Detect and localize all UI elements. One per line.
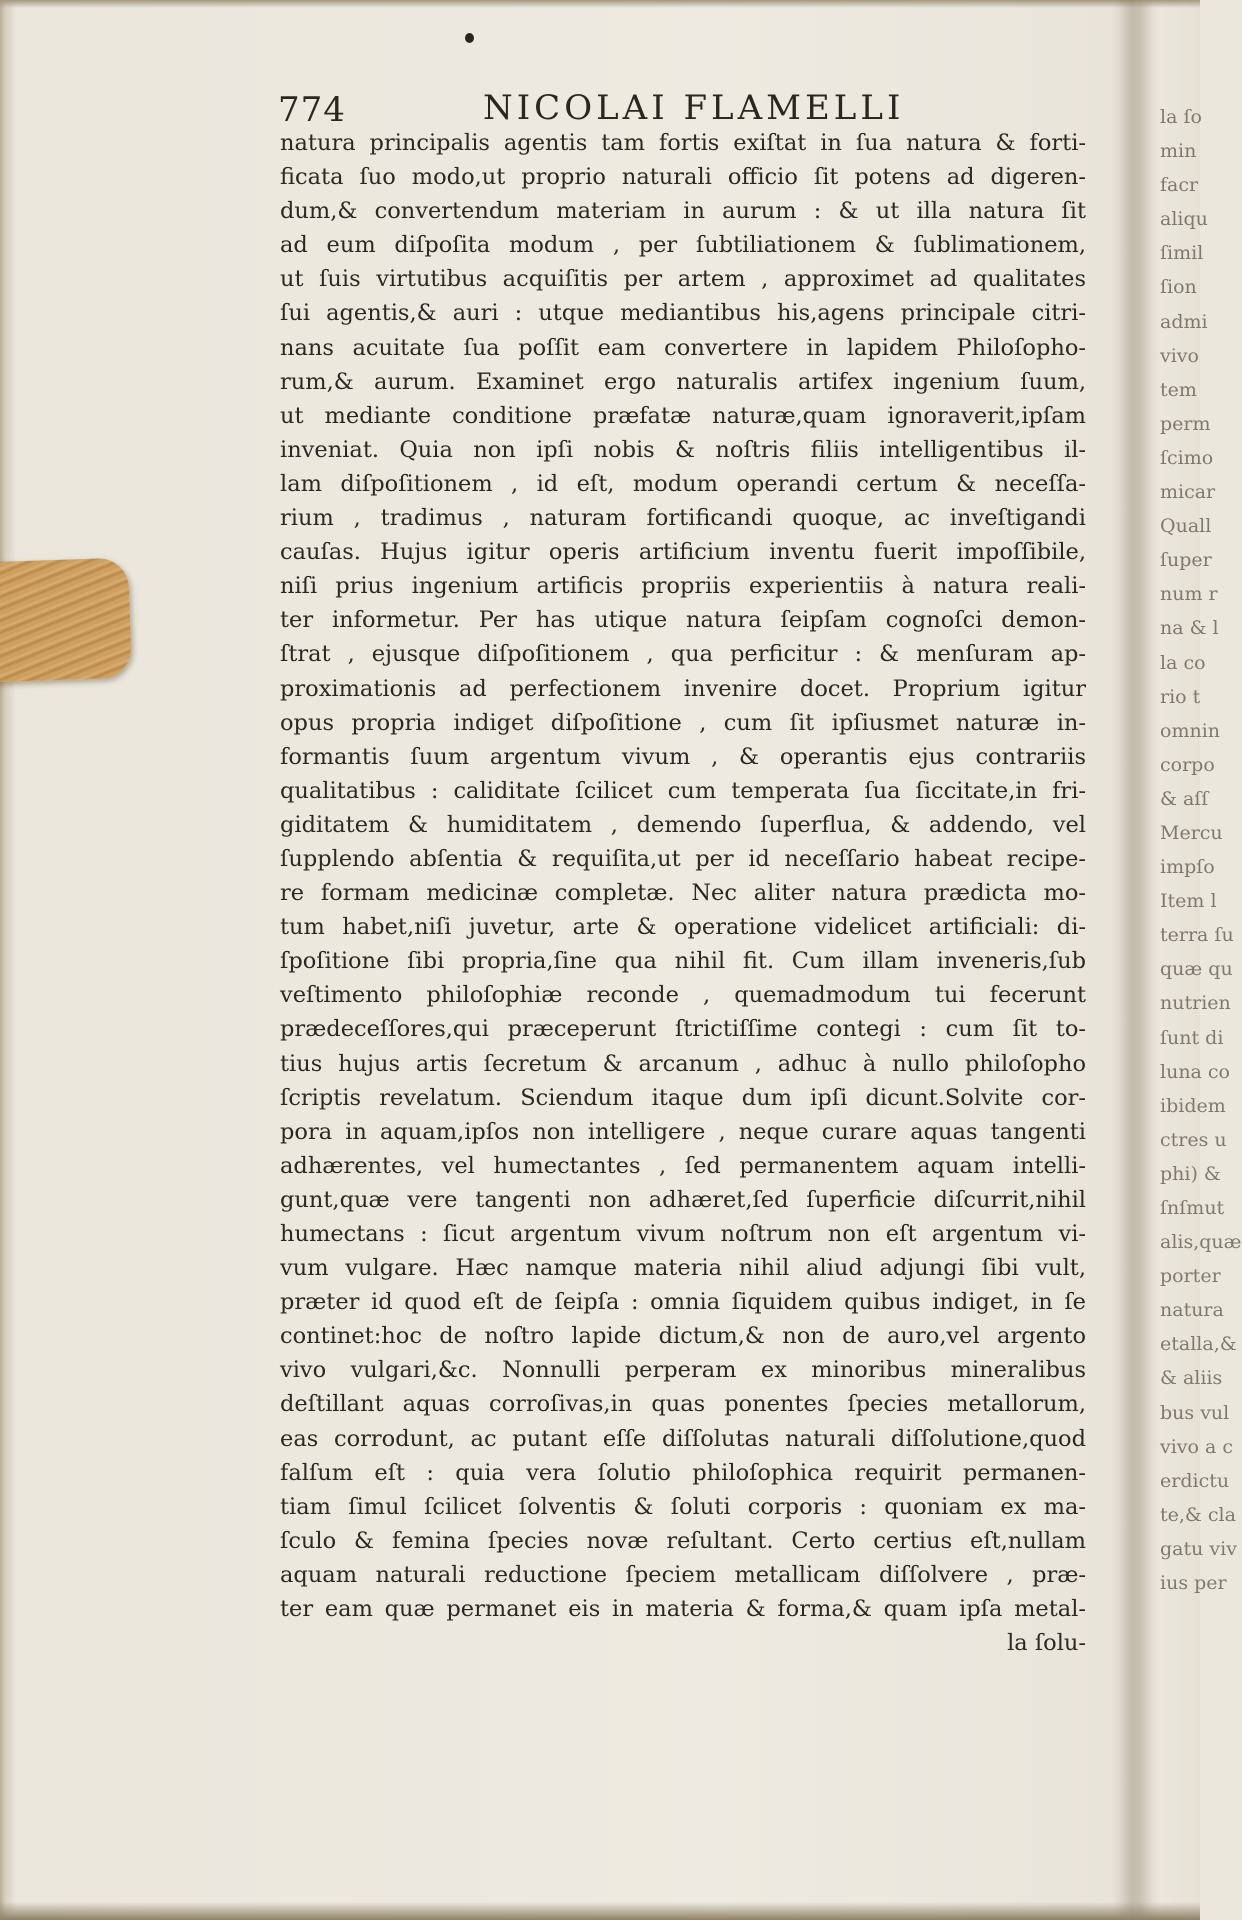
text-line: proximationis ad perfectionem invenire docet. Proprium igitur (280, 675, 1086, 702)
facing-page-fragment: facr (1160, 174, 1199, 197)
text-line: vum vulgare. Hæc namque materia nihil aliud adjungi ſibi vult, (280, 1255, 1086, 1282)
page-top-edge (0, 0, 1200, 8)
facing-page-fragment: ſnſmut (1160, 1197, 1225, 1219)
text-line: natura principalis agentis tam fortis exiſtat in ſua natura & forti- (280, 130, 1086, 156)
facing-page-fragment: etalla,& (1160, 1333, 1237, 1356)
facing-page-fragment: ſcimo (1160, 446, 1214, 469)
text-line: tiam ſimul ſcilicet ſolventis & ſoluti corporis : quoniam ex ma- (280, 1493, 1086, 1520)
facing-page-fragment: quæ qu (1160, 958, 1233, 981)
facing-page-fragment: phi) & (1160, 1162, 1221, 1185)
facing-page-fragment: natura (1160, 1299, 1224, 1322)
facing-page-fragment: Item l (1160, 890, 1217, 913)
text-line: præter id quod eſt de ſeipſa : omnia ſiquidem quibus indiget, in ſe (280, 1289, 1086, 1316)
facing-page-fragment: la co (1160, 651, 1206, 674)
text-line: rum,& aurum. Examinet ergo naturalis artifex ingenium ſuum, (280, 368, 1086, 395)
facing-page-fragment: ſuper (1160, 549, 1212, 572)
facing-page-fragment: vivo (1160, 344, 1199, 367)
facing-page-fragment: omnin (1160, 719, 1221, 742)
text-line: qualitatibus : caliditate ſcilicet cum temperata ſua ſiccitate,in fri- (280, 777, 1086, 804)
facing-page-fragment: nutrien (1160, 992, 1231, 1015)
facing-page-fragment: micar (1160, 481, 1216, 504)
text-line: veſtimento philoſophiæ reconde , quemadmodum tui fecerunt (280, 982, 1086, 1009)
text-line: ut ſuis virtutibus acquiſitis per artem , approximet ad qualitates (280, 266, 1086, 293)
facing-page-fragment: admi (1160, 310, 1208, 333)
text-line: tum habet,niſi juvetur, arte & operatione videlicet artificiali: di- (280, 914, 1086, 941)
text-line: rium , tradimus , naturam fortificandi quoque, ac inveſtigandi (280, 505, 1086, 532)
facing-page-fragment: rio t (1160, 685, 1201, 708)
text-line: ſpoſitione ſibi propria,ſine qua nihil fit. Cum illam inveneris,ſub (280, 948, 1086, 975)
bookmark-slip (0, 557, 132, 682)
facing-page-fragment: corpo (1160, 753, 1215, 776)
facing-page-fragment: Mercu (1160, 821, 1223, 844)
running-title: NICOLAI FLAMELLI (483, 88, 905, 128)
gutter-shadow (1112, 0, 1152, 1920)
facing-page-fragment: ius per (1160, 1572, 1227, 1595)
text-line: aquam naturali reductione ſpeciem metallicam diſſolvere , præ- (280, 1561, 1086, 1588)
facing-page-fragment: tem (1160, 378, 1197, 401)
text-line: prædeceſſores,qui præceperunt ſtrictiſſime contegi : cum ſit to- (280, 1016, 1086, 1043)
facing-page-fragment: & aliis (1160, 1367, 1223, 1390)
facing-page-fragment: erdictu (1160, 1469, 1230, 1492)
text-line: humectans : ſicut argentum vivum noſtrum non eſt argentum vi- (280, 1221, 1086, 1247)
text-line: falſum eſt : quia vera ſolutio philoſophica requirit permanen- (280, 1459, 1086, 1486)
facing-page-fragment: & aſſ (1160, 787, 1209, 810)
page-bottom-edge (0, 1902, 1200, 1920)
facing-page-fragment: bus vul (1160, 1401, 1230, 1424)
text-line: opus propria indiget diſpoſitione , cum ſit ipſiusmet naturæ in- (280, 709, 1086, 736)
facing-page-fragment: aliqu (1160, 208, 1208, 231)
text-line: ut mediante conditione præfatæ naturæ,quam ignoraverit,ipſam (280, 402, 1086, 429)
text-line: ad eum diſpoſita modum , per ſubtiliationem & ſublimationem, (280, 232, 1086, 259)
text-line: pora in aquam,ipſos non intelligere , neque curare aquas tangenti (280, 1118, 1086, 1145)
facing-page-fragment: terra ſu (1160, 924, 1234, 947)
facing-page-fragment: impſo (1160, 856, 1215, 879)
text-line: cauſas. Hujus igitur operis artificium inventu fuerit impoſſibile, (280, 539, 1086, 566)
facing-page-fragment: ſion (1160, 276, 1197, 299)
text-line: deſtillant aquas corroſivas,in quas ponentes ſpecies metallorum, (280, 1391, 1086, 1418)
text-line: eas corrodunt, ac putant eſſe diſſolutas naturali diſſolutione,quod (280, 1425, 1086, 1452)
facing-page-fragment: la ſo (1160, 106, 1202, 128)
text-line: inveniat. Quia non ipſi nobis & noſtris filiis intelligentibus il- (280, 436, 1086, 463)
facing-page-fragment: luna co (1160, 1060, 1230, 1083)
facing-page-fragments (1160, 100, 1242, 1600)
text-line: niſi prius ingenium artificis propriis experientiis à natura reali- (280, 573, 1086, 600)
facing-page-fragment: ſimil (1160, 242, 1204, 265)
facing-page-fragment: min (1160, 140, 1197, 163)
text-line: ſupplendo abſentia & requiſita,ut per id neceſſario habeat recipe- (280, 845, 1086, 872)
text-line: ter eam quæ permanet eis in materia & forma,& quam ipſa metal- (280, 1596, 1086, 1623)
text-line: continet:hoc de noſtro lapide dictum,& non de auro,vel argento (280, 1323, 1086, 1350)
catchword: la ſolu- (1007, 1630, 1086, 1657)
text-line: adhærentes, vel humectantes , ſed permanentem aquam intelli- (280, 1152, 1086, 1179)
text-line: nans acuitate ſua poſſit eam convertere in lapidem Philoſopho- (280, 334, 1086, 361)
facing-page-fragment: ctres u (1160, 1128, 1227, 1151)
text-line: ſculo & femina ſpecies novæ reſultant. Certo certius eſt,nullam (280, 1527, 1086, 1554)
text-line: ter informetur. Per has utique natura ſeipſam cognoſci demon- (280, 607, 1086, 634)
facing-page-fragment: gatu viv (1160, 1537, 1237, 1560)
text-line: lam diſpoſitionem , id eſt, modum operandi certum & neceſſa- (280, 470, 1086, 497)
facing-page-fragment: te,& cla (1160, 1503, 1236, 1526)
text-line: tius hujus artis ſecretum & arcanum , adhuc à nullo philoſopho (280, 1050, 1086, 1077)
facing-page-fragment: ſunt di (1160, 1026, 1224, 1049)
ink-spot (465, 33, 474, 43)
facing-page-fragment: vivo a c (1160, 1435, 1234, 1458)
text-line: ſui agentis,& auri : utque mediantibus his,agens principale citri- (280, 300, 1086, 327)
facing-page-fragment: ibidem (1160, 1094, 1226, 1117)
text-line: gunt,quæ vere tangenti non adhæret,ſed ſuperficie diſcurrit,nihil (280, 1186, 1086, 1213)
facing-page-fragment: na & l (1160, 617, 1219, 640)
facing-page-fragment: Quall (1160, 515, 1212, 538)
text-line: vivo vulgari,&c. Nonnulli perperam ex minoribus mineralibus (280, 1357, 1086, 1384)
facing-page-fragment: alis,quæ (1160, 1231, 1242, 1254)
text-line: giditatem & humiditatem , demendo ſuperflua, & addendo, vel (280, 811, 1086, 838)
facing-page-fragment: porter (1160, 1265, 1221, 1288)
facing-page-fragment: perm (1160, 412, 1211, 435)
text-line: ſcriptis revelatum. Sciendum itaque dum ipſi dicunt.Solvite cor- (280, 1084, 1086, 1111)
page-number: 774 (278, 90, 346, 130)
text-line: re formam medicinæ completæ. Nec aliter natura prædicta mo- (280, 880, 1086, 907)
text-line: ſtrat , ejusque diſpoſitionem , qua perficitur : & menſuram ap- (280, 641, 1086, 668)
text-line: dum,& convertendum materiam in aurum : & ut illa natura ſit (280, 198, 1086, 225)
text-line: ficata ſuo modo,ut proprio naturali officio ſit potens ad digeren- (280, 164, 1086, 191)
body-text (280, 126, 1086, 1660)
facing-page-fragment: num r (1160, 583, 1218, 606)
text-line: formantis ſuum argentum vivum , & operantis ejus contrariis (280, 743, 1086, 770)
